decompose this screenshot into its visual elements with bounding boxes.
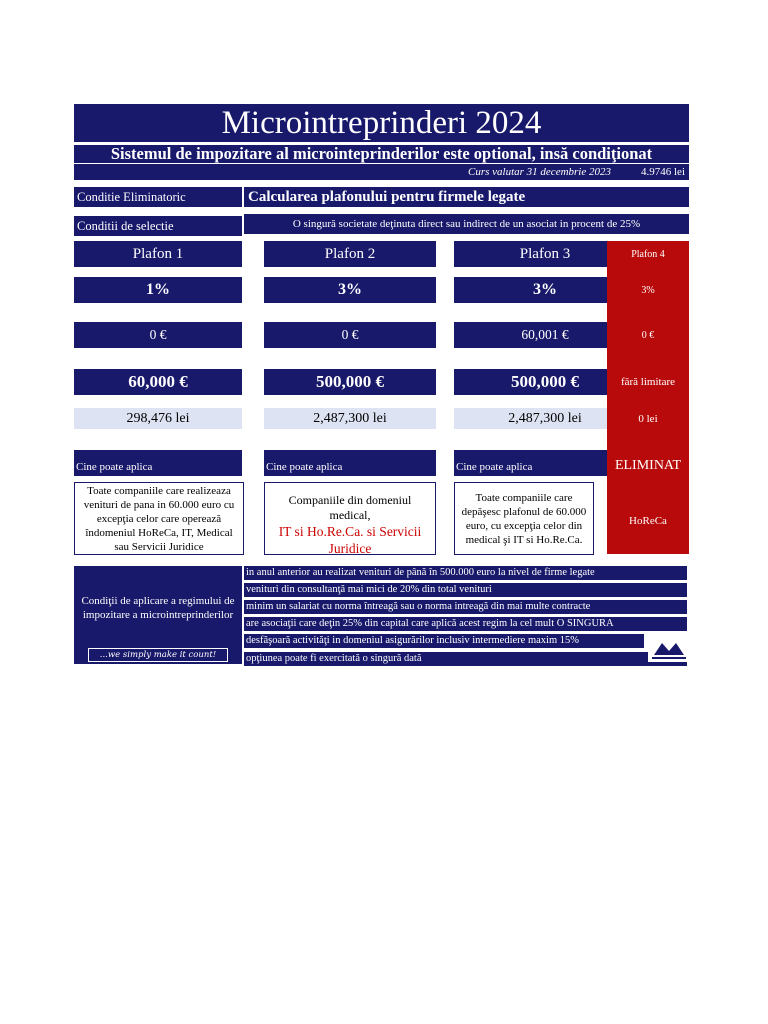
plafon-3-description: Toate companiile care depăşesc plafonul de 60.000 euro, cu excepţia celor din medical şi IT si Ho.Re.Ca. — [454, 482, 594, 555]
plafon-2-lei: 2,487,300 lei — [264, 408, 436, 429]
plafon-1-percent: 1% — [74, 277, 242, 303]
conditions-panel — [74, 566, 242, 664]
plafon-3-percent: 3% — [454, 277, 636, 303]
plafon-1-cine: Cine poate aplica — [74, 450, 242, 476]
condition-item: opţiunea poate fi exercitată o singură dată — [244, 652, 687, 666]
exchange-rate-value: 4.9746 lei — [641, 166, 685, 178]
plafon-3-lei: 2,487,300 lei — [454, 408, 636, 429]
plafon-1-description: Toate companiile care realizeaza venituri de pana in 60.000 euro cu excepţia celor care operează îndomeniul HoReCa, IT, Medical sau Servicii Juridice — [74, 482, 244, 555]
condition-item: are asociaţii care deţin 25% din capital care aplică acest regim la cel mult O SINGURA — [244, 617, 687, 631]
conditie-label: Conditie Eliminatoric — [74, 187, 242, 207]
plafon-4-eliminat: ELIMINAT — [614, 458, 682, 473]
plafon-4-max: fără limitare — [620, 376, 676, 388]
plafon-1-header: Plafon 1 — [74, 241, 242, 267]
company-logo — [648, 637, 690, 662]
plafon-2-cine: Cine poate aplica — [264, 450, 436, 476]
selectie-text: O singură societate deţinuta direct sau indirect de un asociat in procent de 25% — [244, 214, 689, 234]
plafon-2-header: Plafon 2 — [264, 241, 436, 267]
plafon-4-header: Plafon 4 — [631, 248, 665, 260]
plafon-2-min: 0 € — [264, 322, 436, 348]
plafon-2-desc-text: Companiile din domeniul medical, — [288, 493, 412, 522]
exchange-rate-label: Curs valutar 31 decembrie 2023 — [468, 166, 611, 178]
condition-item: in anul anterior au realizat venituri de până în 500.000 euro la nivel de firme legate — [244, 566, 687, 580]
plafon-3-cine: Cine poate aplica — [454, 450, 636, 476]
plafon-2-max: 500,000 € — [264, 369, 436, 395]
exchange-rate-bar — [74, 164, 689, 180]
subtitle: Sistemul de impozitare al microinteprinderilor este optional, insă condiţionat — [74, 145, 689, 163]
plafon-3-min: 60,001 € — [454, 322, 636, 348]
plafon-4-percent: 3% — [641, 284, 655, 296]
condition-item: venituri din consultanţă mai mici de 20% din total venituri — [244, 583, 687, 597]
plafon-4-description: HoReCa — [629, 515, 667, 527]
conditie-text: Calcularea plafonului pentru firmele legate — [244, 187, 689, 207]
page-title: Microintreprinderi 2024 — [74, 104, 689, 142]
plafon-2-percent: 3% — [264, 277, 436, 303]
plafon-3-header: Plafon 3 — [454, 241, 636, 267]
logo-mark-icon — [648, 637, 690, 662]
slogan: ...we simply make it count! — [88, 648, 228, 662]
plafon-2-desc-highlight: IT si Ho.Re.Ca. si Servicii Juridice — [278, 524, 422, 555]
plafon-1-min: 0 € — [74, 322, 242, 348]
plafon-1-lei: 298,476 lei — [74, 408, 242, 429]
conditions-title: Condiţii de aplicare a regimului de impozitare a microintreprinderilor — [81, 595, 235, 621]
condition-item: minim un salariat cu norma întreagă sau o norma intreagă din mai multe contracte — [244, 600, 687, 614]
plafon-2-description — [264, 482, 436, 555]
plafon-1-max: 60,000 € — [74, 369, 242, 395]
plafon-4-min: 0 € — [641, 329, 655, 341]
condition-item: desfăşoară activităţi in domeniul asigurărilor inclusiv intermediere maxim 15% — [244, 634, 644, 648]
plafon-3-max: 500,000 € — [454, 369, 636, 395]
selectie-label: Conditii de selectie — [74, 216, 242, 236]
plafon-4-lei: 0 lei — [638, 412, 658, 425]
